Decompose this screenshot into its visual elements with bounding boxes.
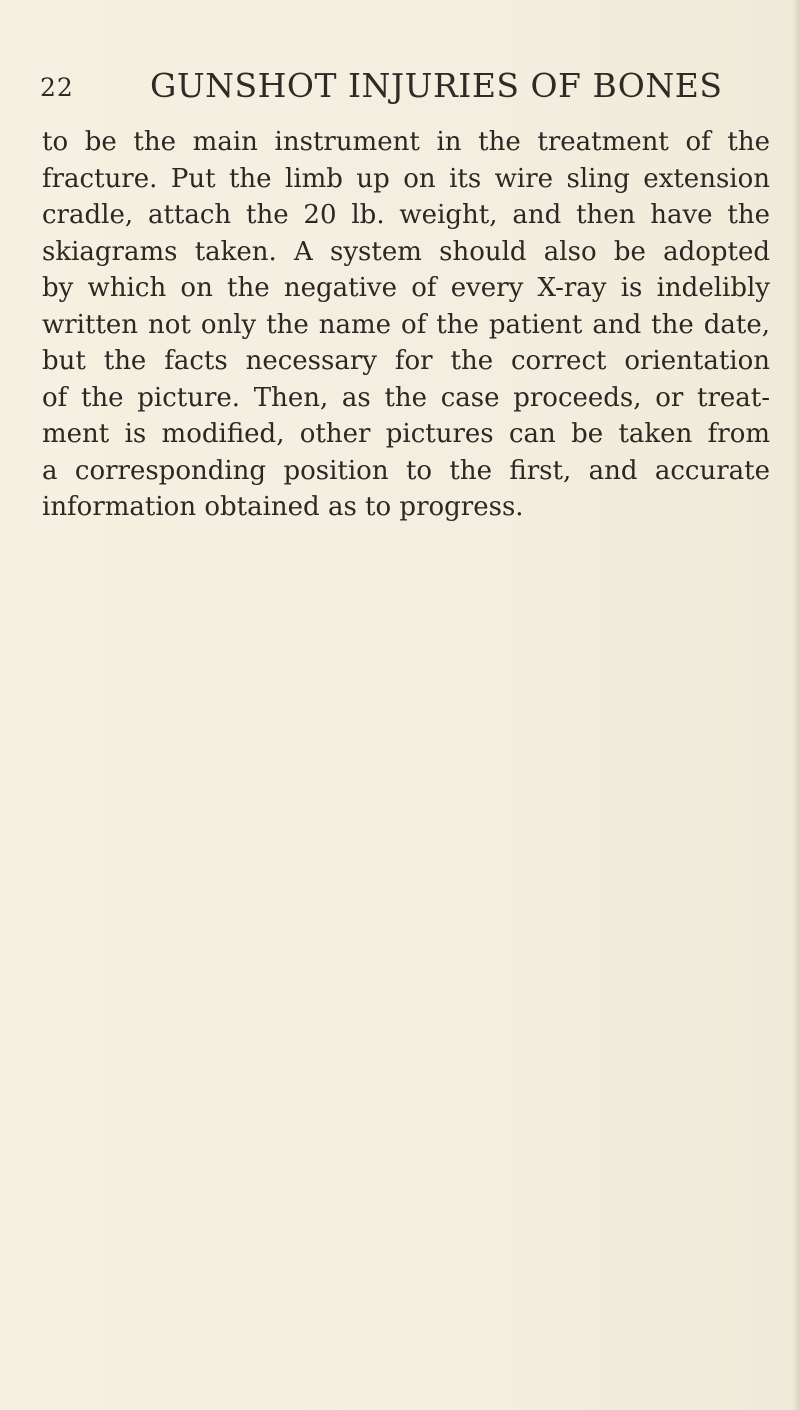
page-header: [40, 66, 780, 116]
text-line: cradle, attach the 20 lb. weight, and then have the: [42, 200, 770, 230]
body-paragraph: [42, 124, 770, 526]
text-line: but the facts necessary for the correct orientation: [42, 346, 770, 376]
page-edge-shadow: [792, 0, 800, 1410]
running-title: GUNSHOT INJURIES OF BONES: [150, 66, 723, 105]
text-line: information obtained as to progress.: [42, 492, 524, 522]
text-line: a corresponding position to the first, and accurate: [42, 455, 770, 486]
text-line: by which on the negative of every X-ray is indelibly: [42, 273, 770, 303]
text-line: written not only the name of the patient and the date,: [42, 309, 770, 340]
text-line: fracture. Put the limb up on its wire sling extension: [42, 163, 770, 194]
text-line: of the picture. Then, as the case proceeds, or treat-: [42, 382, 770, 413]
text-line: to be the main instrument in the treatment of the: [42, 127, 770, 157]
page-number: 22: [40, 73, 74, 102]
text-line: skiagrams taken. A system should also be adopted: [42, 236, 770, 267]
text-line: ment is modified, other pictures can be taken from: [42, 419, 770, 449]
